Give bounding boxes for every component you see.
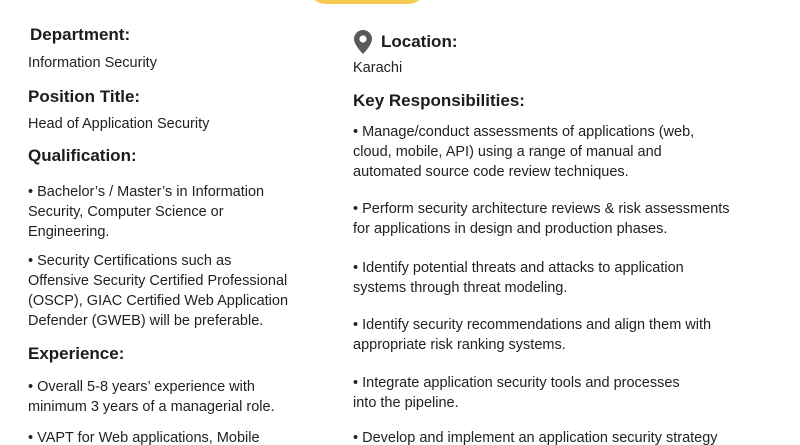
responsibility-2-line-1: • Perform security architecture reviews & risk assessments xyxy=(353,201,730,217)
experience-item-2-line-1: • VAPT for Web applications, Mobile xyxy=(28,430,260,445)
responsibility-6-line-1: • Develop and implement an application security strategy xyxy=(353,430,718,445)
qualification-heading: Qualification: xyxy=(28,146,137,165)
qualification-item-1-line-1: • Bachelor’s / Master’s in Information xyxy=(28,184,265,200)
responsibility-1-line-1: • Manage/conduct assessments of applications (web, xyxy=(353,124,695,140)
responsibility-1-line-2: cloud, mobile, API) using a range of manual and xyxy=(353,144,662,160)
qualification-item-2-line-1: • Security Certifications such as xyxy=(28,253,232,269)
qualification-item-2-line-3: (OSCP), GIAC Certified Web Application xyxy=(28,293,289,309)
responsibility-1-line-3: automated source code review techniques. xyxy=(353,164,629,180)
responsibility-4-line-2: appropriate risk ranking systems. xyxy=(353,337,566,353)
department-heading: Department: xyxy=(30,25,131,44)
qualification-item-1-line-3: Engineering. xyxy=(28,224,110,240)
qualification-item-2-line-4: Defender (GWEB) will be preferable. xyxy=(28,313,264,329)
responsibility-3-line-1: • Identify potential threats and attacks to application xyxy=(353,260,684,276)
location-heading: Location: xyxy=(381,32,458,51)
responsibility-4-line-1: • Identify security recommendations and align them with xyxy=(353,317,712,333)
location-pin-icon xyxy=(354,30,372,54)
qualification-item-1-line-2: Security, Computer Science or xyxy=(28,204,224,220)
experience-heading: Experience: xyxy=(28,344,125,363)
experience-item-1-line-1: • Overall 5-8 years’ experience with xyxy=(28,379,255,395)
position-title-value: Head of Application Security xyxy=(28,116,210,132)
responsibility-2-line-2: for applications in design and production phases. xyxy=(353,221,668,237)
responsibility-5-line-2: into the pipeline. xyxy=(353,395,459,411)
responsibility-3-line-2: systems through threat modeling. xyxy=(353,280,568,296)
experience-item-1-line-2: minimum 3 years of a managerial role. xyxy=(28,399,275,415)
position-title-heading: Position Title: xyxy=(28,87,141,106)
header-decoration-arc xyxy=(308,0,426,4)
department-value: Information Security xyxy=(28,55,157,71)
qualification-item-2-line-2: Offensive Security Certified Professional xyxy=(28,273,288,289)
location-value: Karachi xyxy=(353,60,403,76)
key-responsibilities-heading: Key Responsibilities: xyxy=(353,91,525,110)
responsibility-5-line-1: • Integrate application security tools and processes xyxy=(353,375,680,391)
